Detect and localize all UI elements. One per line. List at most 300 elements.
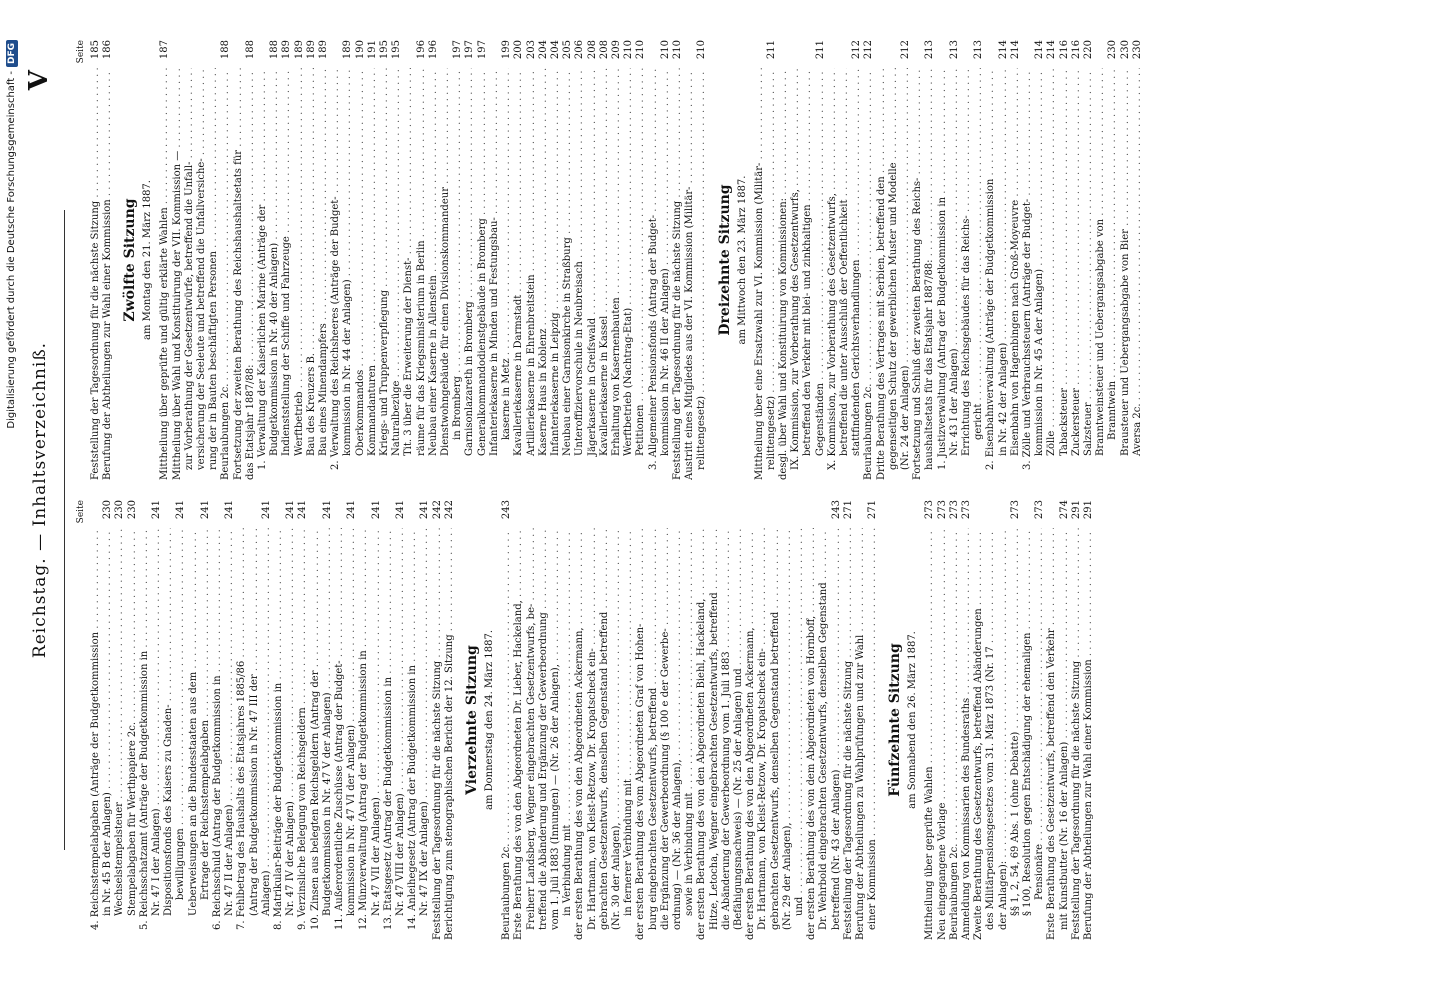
toc-page-number: 241 — [346, 500, 358, 520]
toc-page-number: 211 — [765, 40, 777, 60]
toc-page-number — [912, 40, 924, 68]
toc-entry-text: 9. Verzinsliche Belegung von Reichsgeldern . . . — [297, 528, 309, 940]
toc-entry-text: Dr. Hartmann, von Kleist-Retzow, Dr. Kropatscheck ein- . . . — [587, 528, 599, 940]
toc-page-number — [1046, 500, 1058, 528]
toc-page-number — [330, 40, 342, 68]
toc-entry — [310, 500, 322, 940]
session-heading: Zwölfte Sitzung — [122, 198, 139, 322]
toc-page-number — [139, 500, 151, 528]
toc-entry — [236, 500, 248, 940]
toc-entry-text: desgl. über Wahl und Konstituirung von Kommissionen: . . . — [778, 68, 790, 480]
toc-page-number — [257, 40, 269, 68]
toc-entry-text: Feststellung der Tagesordnung für die nächste Sitzung . . . — [90, 68, 102, 480]
toc-entry-text: 2. Verwaltung des Reichsheeres (Anträge der Budget- . . . — [330, 68, 342, 480]
toc-page-number: 273 — [1009, 500, 1021, 520]
toc-page-number — [876, 40, 888, 68]
toc-entry — [428, 40, 440, 480]
toc-entry — [175, 500, 187, 940]
toc-page-number: 243 — [501, 500, 513, 520]
toc-page-number: 214 — [997, 40, 1009, 60]
toc-entry-text: gebrachten Gesetzentwurfs, denselben Gegenstand betreffend . . . — [599, 528, 611, 940]
toc-page-number: 196 — [427, 40, 439, 60]
toc-entry-text: Nr. 47 VII der Anlagen) . . . — [371, 528, 383, 940]
toc-entry — [538, 500, 550, 940]
toc-entry-text: Anmeldung von Kommissarien des Bundesraths . . . — [961, 528, 973, 940]
toc-page-number — [648, 500, 660, 528]
toc-page-number: 191 — [366, 40, 378, 60]
toc-entry-text: der ersten Berathung des von den Abgeordneten Biehl, Hackeland, . . . — [696, 528, 708, 940]
toc-entry — [550, 40, 562, 480]
toc-entry-text: Infanteriekaserne in Minden und Festungsbau- . . . — [489, 68, 501, 480]
toc-entry-text: ordnung) — (Nr. 36 der Anlagen), . . . — [672, 528, 684, 940]
toc-page-number — [794, 500, 806, 528]
toc-entry — [790, 40, 802, 480]
toc-page-number: 196 — [415, 40, 427, 60]
toc-entry — [937, 500, 949, 940]
toc-entry-text: (Antrag der Budgetkommission in Nr. 47 III der . . . — [249, 528, 261, 940]
toc-page-number: 210 — [696, 40, 708, 60]
toc-page-number: 206 — [574, 40, 586, 60]
session-date: am Donnerstag den 24. März 1887. — [484, 630, 496, 811]
toc-page-number — [538, 500, 550, 528]
toc-entry-text: Neubau einer Kaserne in Allenstein . . . — [428, 68, 440, 480]
toc-entry-text: stattfindenden Gerichtsverhandlungen . . . — [851, 68, 863, 480]
toc-page-number: 243 — [830, 500, 842, 520]
toc-entry — [513, 40, 525, 480]
toc-page-number — [489, 40, 501, 68]
toc-page-number — [407, 500, 419, 528]
toc-entry — [660, 500, 672, 940]
toc-page-number: 213 — [973, 40, 985, 60]
toc-entry-text: 1. Justizverwaltung (Antrag der Budgetkommission in . . . — [937, 68, 949, 480]
toc-entry-text: Berufung der Abtheilungen zu Wahlprüfungen und zur Wahl . . . — [855, 528, 867, 940]
toc-entry — [269, 40, 281, 480]
toc-entry-text: Werftbetrieb . . . — [294, 68, 306, 480]
toc-page-number: 273 — [961, 500, 972, 520]
toc-page-number — [672, 500, 684, 528]
toc-page-number — [985, 500, 997, 528]
dfg-credit-text: Digitalisierung gefördert durch die Deutsche Forschungsgemeinschaft - — [6, 71, 17, 429]
toc-entry — [294, 40, 306, 480]
toc-page-number — [90, 500, 102, 528]
session-heading: Vierzehnte Sitzung — [464, 645, 481, 795]
toc-entry-text: kommission in Nr. 45 A der Anlagen) . . . — [1034, 68, 1046, 480]
toc-entry-text: der ersten Berathung des von den Abgeordneten Ackermann, . . . — [745, 528, 757, 940]
toc-entry — [937, 40, 949, 480]
toc-entry — [163, 500, 175, 940]
toc-entry-text: Mittheilung über geprüfte und gültig erklärte Wahlen . . . — [159, 68, 171, 480]
toc-entry-text: Salzsteuer . . . — [1083, 68, 1095, 480]
toc-entry-text: Dritte Berathung des Vertrages mit Serbien, betreffend den . . . — [876, 68, 888, 480]
toc-entry-text: Feststellung der Tagesordnung für die nächste Sitzung . . . — [432, 528, 444, 940]
toc-entry-text: Dr. Hartmann, von Kleist-Retzow, Dr. Kropatscheck ein- . . . — [757, 528, 769, 940]
toc-page-number: 230 — [1131, 40, 1143, 60]
toc-page-number — [440, 40, 452, 68]
toc-entry-text: Fortsetzung der zweiten Berathung des Reichshaushaltsetats für . . . — [233, 68, 245, 480]
toc-entry-text: Wechselstempelsteuer . . . — [114, 528, 126, 940]
toc-entry-text: räume für das Kriegsministerium in Berlin . . . — [416, 68, 428, 480]
toc-entry — [208, 40, 220, 480]
toc-entry — [745, 500, 757, 940]
toc-entry — [334, 500, 346, 940]
toc-entry-text: Indienststellung der Schiffe und Fahrzeuge . . . — [281, 68, 293, 480]
toc-page-number: 241 — [175, 500, 187, 520]
toc-page-number — [818, 500, 830, 528]
toc-entry-text: Erste Berathung des von den Abgeordneten Dr. Lieber, Hackeland, . . . — [513, 528, 525, 940]
toc-entry-text: des Militärpensionsgesetzes vom 31. März 1873 (Nr. 17 . . . — [985, 528, 997, 940]
toc-page-number: 210 — [671, 40, 683, 60]
toc-entry — [1071, 500, 1083, 940]
toc-entry-text: Garnisonlazareth in Bromberg . . . — [464, 68, 476, 480]
toc-entry — [416, 40, 428, 480]
toc-entry-text: der ersten Berathung des vom Abgeordneten Graf von Hohen- . . . — [635, 528, 647, 940]
toc-page-number: 241 — [297, 500, 309, 520]
toc-entry-text: 5. Reichsschatzamt (Anträge der Budgetkommission in . . . — [139, 528, 151, 940]
toc-entry-text: Kavalleriekaserne in Kassel . . . — [599, 68, 611, 480]
toc-entry-text: der Anlagen): . . . — [998, 528, 1010, 940]
toc-entry-text: burg eingebrachten Gesetzentwurfs, betreffend . . . — [648, 528, 660, 940]
toc-entry-text: der ersten Berathung des von dem Abgeordneten von Hornboff, . . . — [806, 528, 818, 940]
toc-page-number: 242 — [431, 500, 443, 520]
toc-page-number — [562, 500, 574, 528]
toc-entry-text: Beurlaubungen 2c. . . . — [863, 68, 875, 480]
toc-entry-text: Tit. 3 über die Erweiterung der Dienst- . . . — [403, 68, 415, 480]
toc-page-number: 241 — [151, 500, 163, 520]
toc-entry — [249, 500, 261, 940]
toc-entry-text: Erhaltung von Kasernenbauten . . . — [611, 68, 623, 480]
toc-page-number: 189 — [342, 40, 354, 60]
toc-column-left — [76, 40, 1406, 480]
toc-page-number — [163, 500, 175, 528]
toc-entry — [949, 40, 961, 480]
toc-entry-text: Artilleriekaserne in Ehrenbreitstein . . . — [526, 68, 538, 480]
toc-entry — [587, 40, 599, 480]
toc-list-left — [90, 40, 1144, 480]
toc-entry-text: das Etatsjahr 1887/88: . . . — [245, 68, 257, 480]
toc-page-number: 199 — [501, 40, 513, 60]
toc-entry — [806, 500, 818, 940]
toc-entry-text: Neubau einer Garnisonkirche in Straßburg . . . — [562, 68, 574, 480]
toc-page-number: 185 — [90, 40, 101, 60]
toc-entry — [985, 40, 997, 480]
toc-page-number — [937, 40, 949, 68]
toc-page-number — [208, 40, 220, 68]
toc-entry-text: vom 1. Juli 1883 (Innungen) — (Nr. 26 der Anlagen), . . . — [550, 528, 562, 940]
toc-column-right — [76, 500, 1406, 940]
toc-entry — [285, 500, 297, 940]
toc-page-number — [310, 500, 322, 528]
toc-page-number: 210 — [623, 40, 635, 60]
toc-page-number — [696, 500, 708, 528]
toc-page-number: 190 — [354, 40, 366, 60]
toc-entry — [440, 40, 452, 480]
toc-page-number: 230 — [1119, 40, 1131, 60]
toc-page-number — [184, 40, 196, 68]
toc-entry — [432, 500, 444, 940]
toc-page-number: 210 — [659, 40, 671, 60]
toc-entry — [815, 40, 827, 480]
toc-page-number — [721, 500, 733, 528]
toc-entry — [900, 40, 912, 480]
toc-entry-text: (Nr. 30 der Anlagen), . . . — [611, 528, 623, 940]
toc-page-number: 291 — [1070, 500, 1082, 520]
toc-page-number — [790, 40, 802, 68]
toc-entry-text: Ertrage der Reichsstempelabgaben . . . — [200, 528, 212, 940]
toc-entry — [1132, 40, 1144, 480]
toc-entry — [257, 40, 269, 480]
toc-entry — [297, 500, 309, 940]
toc-entry — [245, 40, 257, 480]
toc-entry-text: Anlagen) . . . — [261, 528, 273, 940]
toc-entry-text: Mittheilung über eine Ersatzwahl zur VI. Kommission (Militär- . . . — [754, 68, 766, 480]
toc-entry-text: 12. Münzverwaltung (Antrag der Budgetkommission in . . . — [358, 528, 370, 940]
toc-entry — [102, 500, 114, 940]
toc-entry — [233, 40, 245, 480]
toc-page-number — [1095, 40, 1107, 68]
toc-entry — [477, 40, 489, 480]
toc-page-number: 209 — [610, 40, 622, 60]
toc-entry — [196, 40, 208, 480]
toc-entry — [863, 40, 875, 480]
toc-entry — [346, 500, 358, 940]
toc-entry — [464, 40, 476, 480]
session-heading: Dreizehnte Sitzung — [716, 184, 733, 336]
toc-entry-text: Aversa 2c. . . . — [1132, 68, 1144, 480]
toc-page-number — [660, 500, 672, 528]
toc-page-number: 241 — [321, 500, 333, 520]
toc-page-number: 242 — [443, 500, 455, 520]
toc-page-number: 189 — [293, 40, 305, 60]
toc-entry-text: versicherung der Seeleute und betreffend die Unfallversiche- . . . — [196, 68, 208, 480]
toc-page-number: 189 — [305, 40, 317, 60]
toc-entry — [766, 40, 778, 480]
toc-entry-text: 3. Zölle und Verbrauchssteuern (Anträge der Budget- . . . — [1022, 68, 1034, 480]
toc-entry-text: Jägerkaserne in Greifswald . . . — [587, 68, 599, 480]
toc-page-number — [770, 500, 782, 528]
toc-entry — [574, 40, 586, 480]
toc-entry — [912, 40, 924, 480]
toc-page-number: 186 — [102, 40, 114, 60]
toc-entry-text: relittengesetz) . . . — [766, 68, 778, 480]
toc-page-number: 204 — [537, 40, 549, 60]
toc-entry — [924, 500, 936, 940]
toc-entry-text: Gegenständen . . . — [815, 68, 827, 480]
toc-page-number — [188, 500, 200, 528]
toc-entry — [843, 500, 855, 940]
toc-entry — [139, 500, 151, 940]
toc-page-number — [574, 500, 586, 528]
toc-entry-text: 2. Eisenbahnverwaltung (Anträge der Budgetkommission . . . — [985, 68, 997, 480]
toc-entry — [391, 40, 403, 480]
toc-entry — [1120, 40, 1132, 480]
toc-entry — [489, 40, 501, 480]
toc-page-number — [827, 40, 839, 68]
toc-entry — [672, 40, 684, 480]
toc-entry — [281, 40, 293, 480]
toc-page-number — [196, 40, 208, 68]
toc-entry-text: Nr. 47 IV der Anlagen) . . . — [285, 528, 297, 940]
toc-entry-text: 13. Etatsgesetz (Antrag der Budgetkommission in . . . — [383, 528, 395, 940]
toc-page-number: 212 — [899, 40, 911, 60]
toc-page-number — [757, 500, 769, 528]
toc-entry-text: in Nr. 45 B der Anlagen) . . . — [102, 528, 114, 940]
toc-entry — [151, 500, 163, 940]
toc-entry-text: sowie in Verbindung mit . . . — [684, 528, 696, 940]
toc-page-number: 230 — [102, 500, 114, 520]
toc-entry — [888, 40, 900, 480]
toc-entry-text: Beurlaubungen 2c. . . . — [949, 528, 961, 940]
toc-entry — [754, 40, 766, 480]
toc-entry — [855, 500, 867, 940]
toc-entry — [802, 40, 814, 480]
toc-entry — [501, 500, 513, 940]
toc-entry — [782, 500, 794, 940]
toc-entry — [330, 40, 342, 480]
toc-page-number: 213 — [948, 40, 960, 60]
toc-entry-text: betreffend (Nr. 43 der Anlagen) . . . — [831, 528, 843, 940]
toc-page-number — [745, 500, 757, 528]
toc-page-number — [684, 40, 696, 68]
toc-entry — [342, 40, 354, 480]
toc-entry-text: 7. Fehlbetrag des Haushalts des Etatsjahres 1885/86 . . . — [236, 528, 248, 940]
toc-entry — [224, 500, 236, 940]
toc-page-number: 208 — [598, 40, 610, 60]
toc-entry — [1071, 40, 1083, 480]
toc-entry — [200, 500, 212, 940]
toc-entry — [770, 500, 782, 940]
toc-entry — [538, 40, 550, 480]
toc-page-number: 197 — [476, 40, 488, 60]
toc-entry — [831, 500, 843, 940]
toc-page-number: 216 — [1070, 40, 1082, 60]
toc-page-number — [754, 40, 766, 68]
toc-entry — [998, 40, 1010, 480]
toc-entry-text: kaserne in Metz . . . — [501, 68, 513, 480]
toc-entry — [648, 40, 660, 480]
toc-page-number: 205 — [562, 40, 574, 60]
toc-entry-text: Feststellung der Tagesordnung für die nächste Sitzung . . . — [1071, 528, 1083, 940]
toc-page-number: 197 — [452, 40, 464, 60]
toc-entry-text: 11. Außerordentliche Zuschüsse (Antrag der Budget- . . . — [334, 528, 346, 940]
toc-entry — [1022, 40, 1034, 480]
toc-page-number — [403, 40, 415, 68]
toc-page-number: 241 — [395, 500, 407, 520]
toc-entry-text: Beurlaubungen 2c. . . . — [501, 528, 513, 940]
toc-entry-text: Feststellung der Tagesordnung für die nächste Sitzung . . . — [843, 528, 855, 940]
toc-page-number: 195 — [391, 40, 403, 60]
toc-entry — [985, 500, 997, 940]
toc-entry — [635, 500, 647, 940]
toc-entry — [696, 500, 708, 940]
toc-entry — [452, 40, 464, 480]
toc-page-number — [802, 40, 814, 68]
session-heading: Fünfzehnte Sitzung — [887, 643, 904, 797]
toc-entry — [1034, 500, 1046, 940]
toc-entry — [1059, 500, 1071, 940]
toc-entry — [306, 40, 318, 480]
toc-page-number — [334, 500, 346, 528]
toc-page-number: 204 — [549, 40, 561, 60]
toc-entry-text: Budgetkommission in Nr. 40 der Anlagen) . . . — [269, 68, 281, 480]
toc-page-number — [513, 500, 525, 528]
toc-entry-text: Generalkommandodienstgebäude in Bromberg . . . — [477, 68, 489, 480]
toc-entry-text: 3. Allgemeiner Pensionsfonds (Antrag der Budget- . . . — [648, 68, 660, 480]
toc-entry-text: 10. Zinsen aus belegten Reichsgeldern (Antrag der . . . — [310, 528, 322, 940]
toc-entry — [721, 500, 733, 940]
toc-page-number: 200 — [513, 40, 525, 60]
toc-list-right — [90, 500, 1095, 940]
toc-entry-text: Feststellung der Tagesordnung für die nächste Sitzung . . . — [672, 68, 684, 480]
toc-entry-text: Nr. 47 IX der Anlagen) . . . — [419, 528, 431, 940]
toc-entry-text: Kommandanturen . . . — [367, 68, 379, 480]
toc-entry — [102, 40, 114, 480]
toc-entry-text: (Nr. 24 der Anlagen) . . . — [900, 68, 912, 480]
toc-entry — [90, 500, 102, 940]
toc-entry-text: Dienstwohngebäude für einen Divisionskommandeur . . . — [440, 68, 452, 480]
toc-entry-text: kommission in Nr. 47 VI der Anlagen) . . . — [346, 528, 358, 940]
toc-entry-text: Branntweinsteuer und Uebergangsabgabe von . . . — [1095, 68, 1107, 480]
toc-entry — [407, 500, 419, 940]
toc-entry — [513, 500, 525, 940]
toc-page-number — [648, 40, 660, 68]
toc-entry-text: Berufung der Abtheilungen zur Wahl einer Kommission . . . — [1083, 528, 1095, 940]
toc-entry-text: 14. Anleihegesetz (Antrag der Budgetkommission in . . . — [407, 528, 419, 940]
toc-entry — [371, 500, 383, 940]
toc-page-number — [599, 500, 611, 528]
toc-page-number: 213 — [924, 40, 936, 60]
toc-entry-text: 8. Matrikular-Beiträge der Budgetkommission in . . . — [273, 528, 285, 940]
toc-page-number: 195 — [379, 40, 391, 60]
toc-entry — [322, 500, 334, 940]
toc-entry-text: X. Kommission, zur Vorberathung des Gesetzentwurfs, . . . — [827, 68, 839, 480]
toc-entry — [924, 40, 936, 480]
toc-page-number: 241 — [419, 500, 431, 520]
toc-entry-text: zur Vorberathung der Gesetzentwürfe, betreffend die Unfall- . . . — [184, 68, 196, 480]
toc-entry-text: der ersten Berathung des von den Abgeordneten Ackermann, . . . — [574, 528, 586, 940]
toc-entry — [1010, 40, 1022, 480]
toc-entry — [1046, 500, 1058, 940]
toc-page-number — [709, 500, 721, 528]
toc-entry-text: Unteroffiziervorschule in Neubreisach . . . — [574, 68, 586, 480]
toc-entry-text: Eisenbahn von Hagenbingen nach Groß-Moyeuvre . . . — [1010, 68, 1022, 480]
toc-page-number — [1022, 500, 1034, 528]
toc-entry-text: Zölle . . . — [1046, 68, 1058, 480]
toc-page-number: 274 — [1058, 500, 1070, 520]
page-number: V — [24, 70, 54, 91]
toc-entry-text: §§ 1, 2, 54, 69 Abs. 1 (ohne Debatte) . . . — [1010, 528, 1022, 940]
toc-entry-text: Zuckersteuer . . . — [1071, 68, 1083, 480]
toc-entry — [403, 40, 415, 480]
toc-entry-text: und . . . — [794, 528, 806, 940]
toc-page-number: 189 — [318, 40, 330, 60]
toc-entry-text: haushaltsetats für das Etatsjahr 1887/88: . . . — [924, 68, 936, 480]
toc-entry-text: Mittheilung über geprüfte Wahlen . . . — [924, 528, 936, 940]
toc-entry-text: (Befähigungsnachweis) — (Nr. 25 der Anlagen) und . . . — [733, 528, 745, 940]
toc-entry-text: Pensionäre . . . — [1034, 528, 1046, 940]
toc-entry — [587, 500, 599, 940]
toc-entry-text: gericht . . . — [973, 68, 985, 480]
toc-entry-text: 1. Verwaltung der Kaiserlichen Marine (Anträge der . . . — [257, 68, 269, 480]
toc-page-number — [778, 40, 790, 68]
toc-entry — [184, 40, 196, 480]
toc-entry — [672, 500, 684, 940]
toc-entry — [1107, 40, 1119, 480]
toc-entry-text: in Bromberg . . . — [452, 68, 464, 480]
toc-entry-text: Dispositionsfonds des Kaisers zu Gnaden- . . . — [163, 528, 175, 940]
toc-entry — [961, 40, 973, 480]
toc-entry-text: Fortsetzung und Schluß der zweiten Berathung des Reichs- . . . — [912, 68, 924, 480]
toc-entry — [383, 500, 395, 940]
